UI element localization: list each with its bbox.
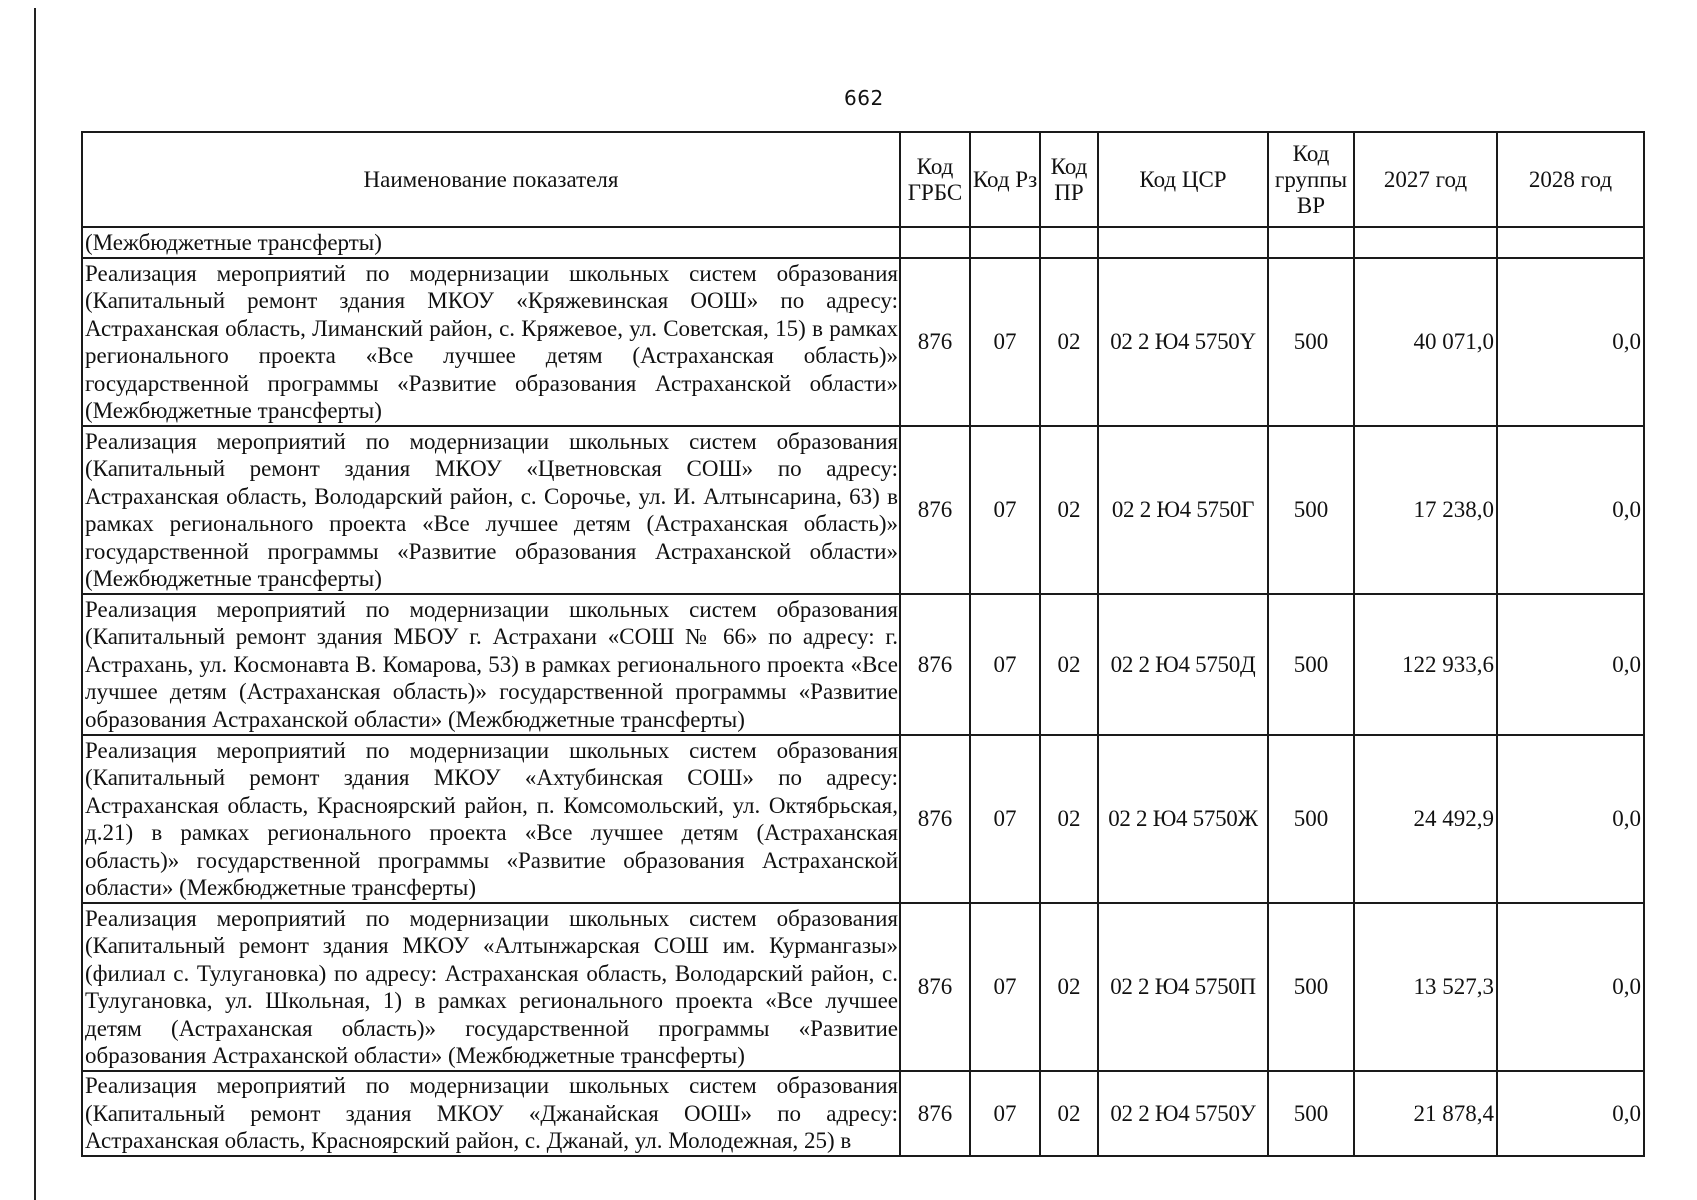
row-2027: 17 238,0 [1354,426,1497,594]
row-vr: 500 [1268,594,1354,735]
header-2027: 2027 год [1354,132,1497,227]
row-rz: 07 [970,594,1040,735]
row-csr: 02 2 Ю4 5750П [1098,903,1268,1071]
table-row [82,426,1644,594]
row-2028 [1497,227,1644,258]
row-vr: 500 [1268,258,1354,426]
header-name: Наименование показателя [82,132,900,227]
row-2027: 21 878,4 [1354,1071,1497,1156]
header-pr: Код ПР [1040,132,1098,227]
row-name: Реализация мероприятий по модернизации школьных систем образования (Капитальный ремонт здания МКОУ «Кряжевинская ООШ» по адресу: Астраханская область, Лиманский район, с. Кряжевое, ул. Советская, 15) в рамках регионального проекта «Все лучшее детям (Астраханская область)» государственной программы «Развитие образования Астраханской области» (Межбюджетные трансферты) [82,258,900,426]
row-2027: 40 071,0 [1354,258,1497,426]
row-grbs: 876 [900,594,970,735]
table-row [82,227,1644,258]
row-name: Реализация мероприятий по модернизации школьных систем образования (Капитальный ремонт здания МКОУ «Ахтубинская СОШ» по адресу: Астраханская область, Красноярский район, п. Комсомольский, ул. Октябрьская, д.21) в рамках регионального проекта «Все лучшее детям (Астраханская область)» государственной программы «Развитие образования Астраханской области» (Межбюджетные трансферты) [82,735,900,903]
row-vr: 500 [1268,735,1354,903]
header-csr: Код ЦСР [1098,132,1268,227]
row-csr: 02 2 Ю4 5750У [1098,1071,1268,1156]
row-pr: 02 [1040,1071,1098,1156]
row-grbs: 876 [900,258,970,426]
row-2027: 13 527,3 [1354,903,1497,1071]
header-vr: Код группы ВР [1268,132,1354,227]
row-2028: 0,0 [1497,594,1644,735]
table-row [82,903,1644,1071]
table-row [82,1071,1644,1156]
row-grbs [900,227,970,258]
table-row [82,735,1644,903]
row-name: Реализация мероприятий по модернизации школьных систем образования (Капитальный ремонт здания МБОУ г. Астрахани «СОШ № 66» по адресу: г. Астрахань, ул. Космонавта В. Комарова, 53) в рамках регионального проекта «Все лучшее детям (Астраханская область)» государственной программы «Развитие образования Астраханской области» (Межбюджетные трансферты) [82,594,900,735]
row-csr: 02 2 Ю4 5750Ж [1098,735,1268,903]
row-rz: 07 [970,426,1040,594]
row-pr: 02 [1040,735,1098,903]
row-vr: 500 [1268,426,1354,594]
row-name: Реализация мероприятий по модернизации школьных систем образования (Капитальный ремонт здания МКОУ «Алтынжарская СОШ им. Курмангазы» (филиал с. Тулугановка) по адресу: Астраханская область, Володарский район, с. Тулугановка, ул. Школьная, 1) в рамках регионального проекта «Все лучшее детям (Астраханская область)» государственной программы «Развитие образования Астраханской области» (Межбюджетные трансферты) [82,903,900,1071]
row-2028: 0,0 [1497,903,1644,1071]
row-vr: 500 [1268,903,1354,1071]
row-csr [1098,227,1268,258]
row-grbs: 876 [900,903,970,1071]
row-rz [970,227,1040,258]
header-rz: Код Рз [970,132,1040,227]
page-number: 662 [844,86,884,110]
row-2027: 24 492,9 [1354,735,1497,903]
row-pr: 02 [1040,594,1098,735]
row-rz: 07 [970,1071,1040,1156]
budget-table [81,131,1645,1157]
row-pr: 02 [1040,903,1098,1071]
row-csr: 02 2 Ю4 5750Д [1098,594,1268,735]
row-pr: 02 [1040,426,1098,594]
row-vr [1268,227,1354,258]
table-row [82,258,1644,426]
row-csr: 02 2 Ю4 5750Г [1098,426,1268,594]
row-pr: 02 [1040,258,1098,426]
row-2028: 0,0 [1497,426,1644,594]
row-vr: 500 [1268,1071,1354,1156]
header-2028: 2028 год [1497,132,1644,227]
row-grbs: 876 [900,426,970,594]
row-grbs: 876 [900,1071,970,1156]
row-rz: 07 [970,258,1040,426]
row-2028: 0,0 [1497,258,1644,426]
binding-margin-line [34,8,36,1200]
row-2027: 122 933,6 [1354,594,1497,735]
row-rz: 07 [970,735,1040,903]
header-grbs: Код ГРБС [900,132,970,227]
row-grbs: 876 [900,735,970,903]
row-name: Реализация мероприятий по модернизации школьных систем образования (Капитальный ремонт здания МКОУ «Джанайская ООШ» по адресу: Астраханская область, Красноярский район, с. Джанай, ул. Молодежная, 25) в [82,1071,900,1156]
row-rz: 07 [970,903,1040,1071]
row-name: Реализация мероприятий по модернизации школьных систем образования (Капитальный ремонт здания МКОУ «Цветновская СОШ» по адресу: Астраханская область, Володарский район, с. Сорочье, ул. И. Алтынсарина, 63) в рамках регионального проекта «Все лучшее детям (Астраханская область)» государственной программы «Развитие образования Астраханской области» (Межбюджетные трансферты) [82,426,900,594]
row-pr [1040,227,1098,258]
table-row [82,594,1644,735]
row-2027 [1354,227,1497,258]
row-name: (Межбюджетные трансферты) [82,227,900,258]
row-2028: 0,0 [1497,1071,1644,1156]
table-header-row [82,132,1644,227]
row-csr: 02 2 Ю4 5750Y [1098,258,1268,426]
row-2028: 0,0 [1497,735,1644,903]
